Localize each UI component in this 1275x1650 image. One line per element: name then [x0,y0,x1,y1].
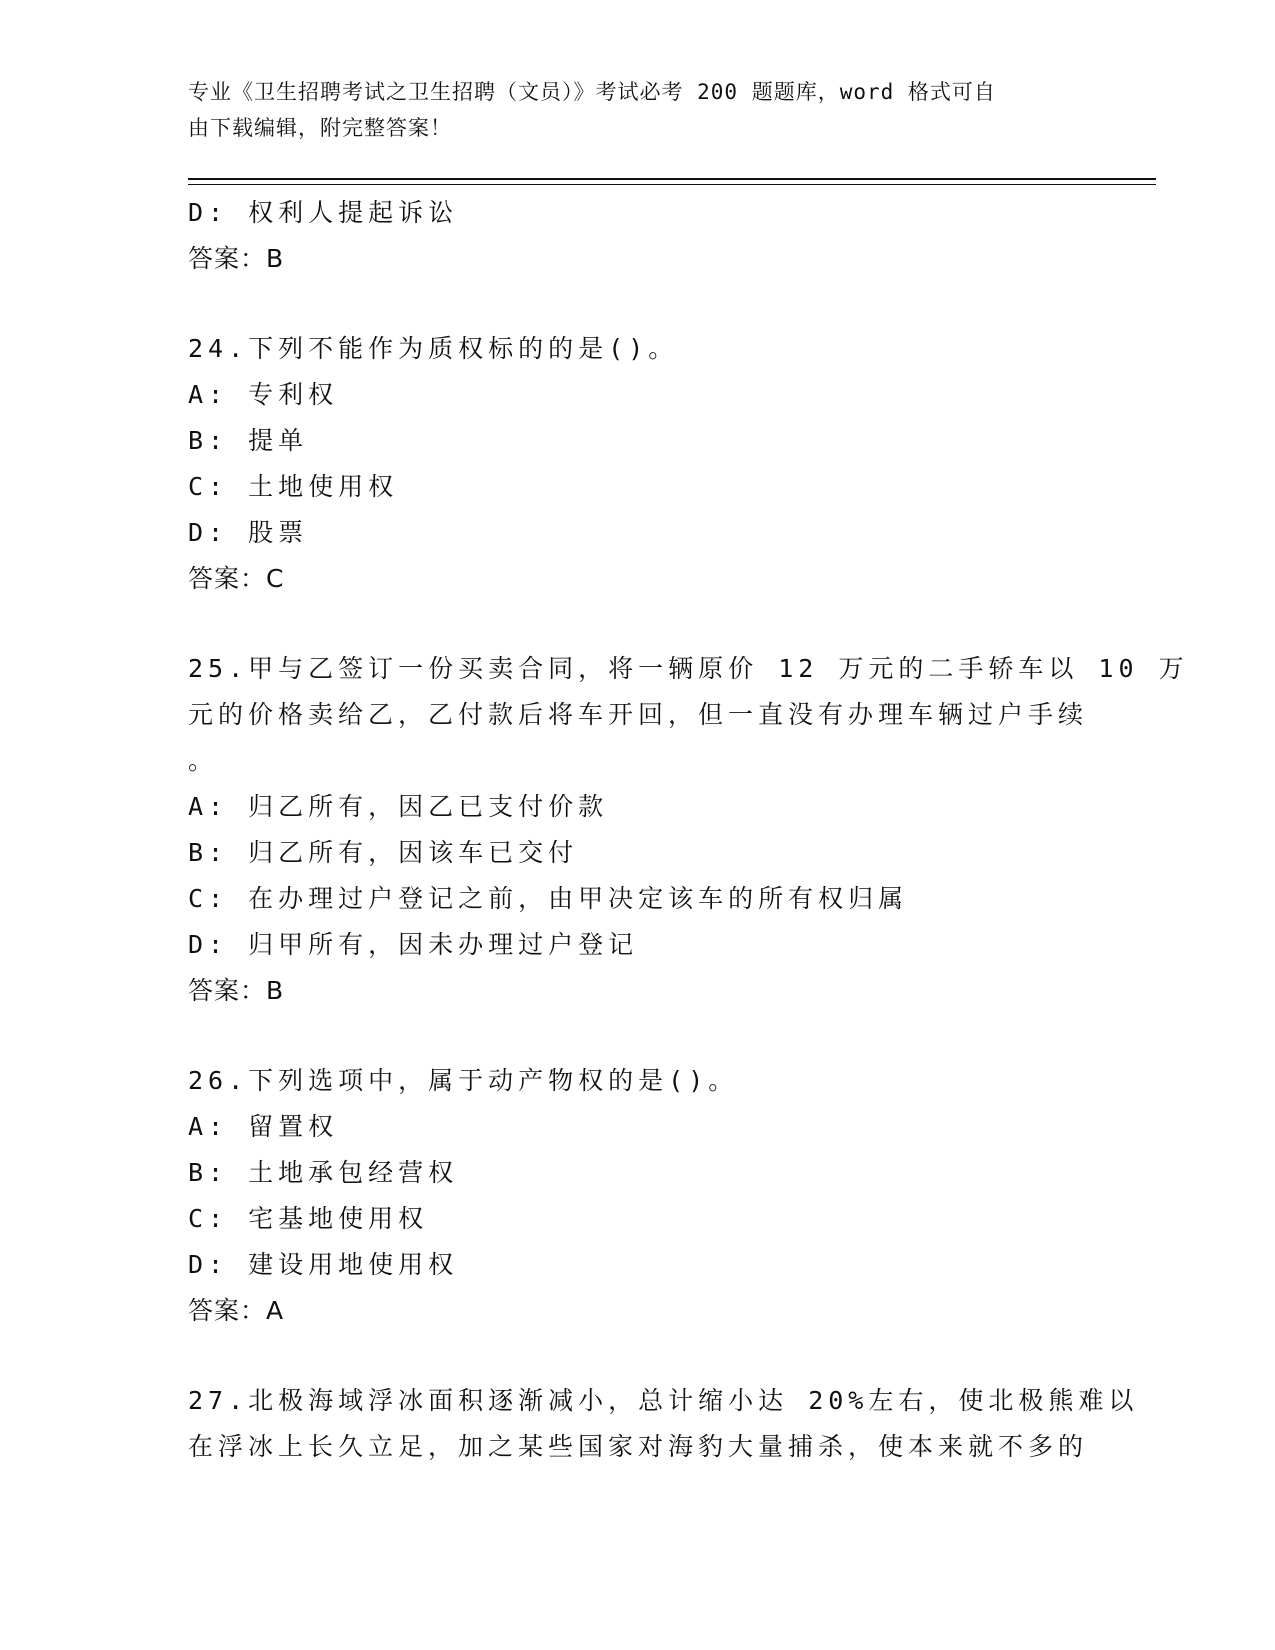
header-line-1: 专业《卫生招聘考试之卫生招聘（文员）》考试必考 200 题题库，word 格式可自 [188,80,996,104]
answer: 答案：B [188,976,285,1005]
answer: 答案：B [188,244,285,273]
question-27 [188,1378,1139,1470]
option-b: B: 归乙所有，因该车已交付 [188,838,579,867]
option-d: D: 权利人提起诉讼 [188,198,459,227]
header-divider-thin [188,184,1156,185]
question-stem-line-2: 元的价格卖给乙，乙付款后将车开回，但一直没有办理车辆过户手续 [188,700,1089,729]
question-stem-line-2: 在浮冰上长久立足，加之某些国家对海豹大量捕杀，使本来就不多的 [188,1432,1089,1461]
option-c: C: 宅基地使用权 [188,1204,429,1233]
option-c: C: 土地使用权 [188,472,399,501]
document-header [188,74,1068,146]
option-d: D: 股票 [188,518,309,547]
option-c: C: 在办理过户登记之前，由甲决定该车的所有权归属 [188,884,909,913]
answer: 答案：A [188,1296,285,1325]
question-26 [188,1058,1088,1334]
question-stem: 26.下列选项中，属于动产物权的是()。 [188,1066,739,1095]
option-a: A: 归乙所有，因乙已支付价款 [188,792,609,821]
option-a: A: 专利权 [188,380,339,409]
option-d: D: 建设用地使用权 [188,1250,459,1279]
option-d: D: 归甲所有，因未办理过户登记 [188,930,639,959]
option-a: A: 留置权 [188,1112,339,1141]
question-stem-line-1: 27.北极海域浮冰面积逐渐减小，总计缩小达 20%左右，使北极熊难以 [188,1386,1139,1415]
option-b: B: 土地承包经营权 [188,1158,459,1187]
question-list [188,190,1189,1470]
question-24 [188,326,1088,602]
question-25 [188,646,1189,1014]
question-stem-line-1: 25.甲与乙签订一份买卖合同，将一辆原价 12 万元的二手轿车以 10 万 [188,654,1189,683]
question-stem: 24.下列不能作为质权标的的是()。 [188,334,679,363]
header-divider-thick [188,178,1156,180]
answer: 答案：C [188,564,285,593]
header-line-2: 由下载编辑，附完整答案！ [188,116,452,140]
question-stem-line-3: 。 [188,746,219,775]
option-b: B: 提单 [188,426,309,455]
